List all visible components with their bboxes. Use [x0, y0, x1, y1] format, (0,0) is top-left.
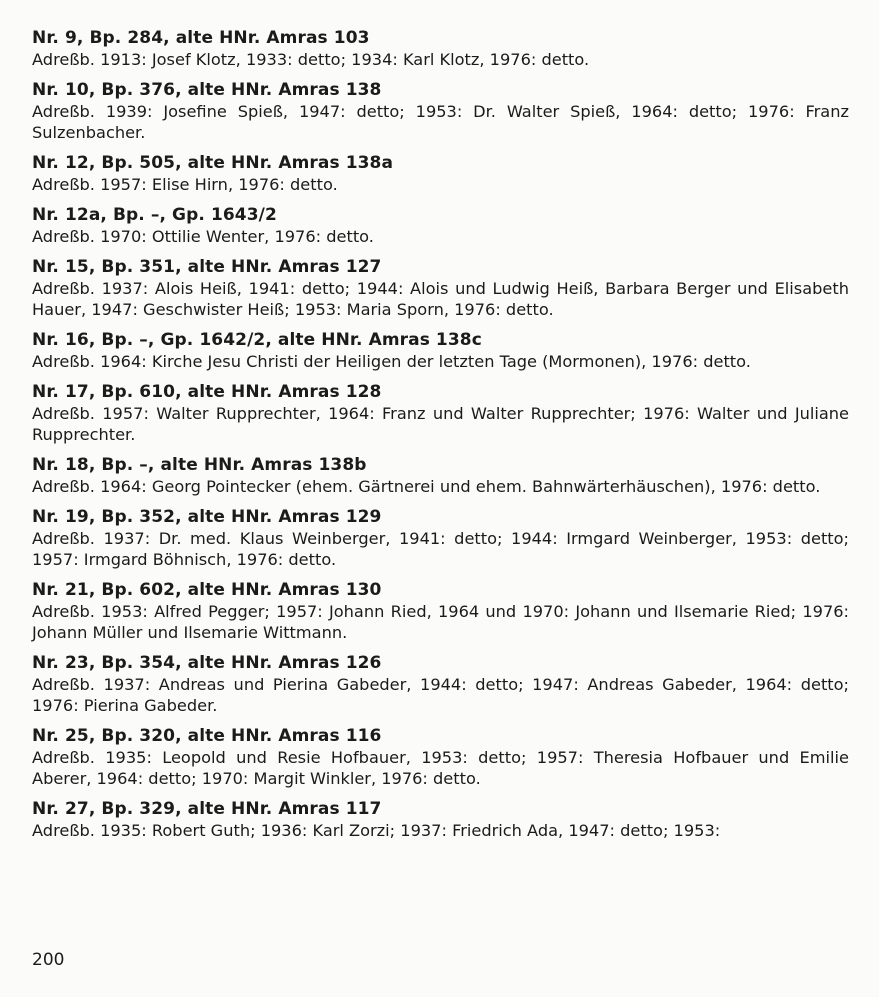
entry-title: Nr. 16, Bp. –, Gp. 1642/2, alte HNr. Amras 138c: [32, 330, 482, 350]
entry-text: Adreßb. 1964: Georg Pointecker (ehem. Gärtnerei und ehem. Bahnwärterhäuschen), 1976: detto.: [32, 477, 821, 496]
entry-text: Adreßb. 1937: Dr. med. Klaus Weinberger, 1941: detto; 1944: Irmgard Weinberger, 1953: detto; 1957: Irmgard Böhnisch, 1976: detto.: [32, 529, 849, 569]
entry-text: Adreßb. 1957: Elise Hirn, 1976: detto.: [32, 175, 338, 194]
entry-text: Adreßb. 1964: Kirche Jesu Christi der Heiligen der letzten Tage (Mormonen), 1976: detto.: [32, 352, 751, 371]
entry: [32, 507, 849, 570]
entry-text: Adreßb. 1939: Josefine Spieß, 1947: detto; 1953: Dr. Walter Spieß, 1964: detto; 1976: Franz Sulzenbacher.: [32, 102, 849, 142]
entry-title: Nr. 27, Bp. 329, alte HNr. Amras 117: [32, 799, 382, 819]
entry-title: Nr. 17, Bp. 610, alte HNr. Amras 128: [32, 382, 382, 402]
entry: [32, 799, 849, 841]
entry: [32, 726, 849, 789]
entry-text: Adreßb. 1913: Josef Klotz, 1933: detto; 1934: Karl Klotz, 1976: detto.: [32, 50, 590, 69]
page-number: 200: [32, 950, 65, 970]
entry-title: Nr. 19, Bp. 352, alte HNr. Amras 129: [32, 507, 382, 527]
entry: [32, 205, 849, 247]
entry-title: Nr. 12, Bp. 505, alte HNr. Amras 138a: [32, 153, 394, 173]
entry-title: Nr. 21, Bp. 602, alte HNr. Amras 130: [32, 580, 382, 600]
entry-title: Nr. 25, Bp. 320, alte HNr. Amras 116: [32, 726, 382, 746]
entry-title: Nr. 12a, Bp. –, Gp. 1643/2: [32, 205, 277, 225]
entry-title: Nr. 15, Bp. 351, alte HNr. Amras 127: [32, 257, 382, 277]
entry-text: Adreßb. 1937: Andreas und Pierina Gabeder, 1944: detto; 1947: Andreas Gabeder, 1964: detto; 1976: Pierina Gabeder.: [32, 675, 849, 715]
entry-title: Nr. 23, Bp. 354, alte HNr. Amras 126: [32, 653, 382, 673]
entry: [32, 330, 849, 372]
entry: [32, 257, 849, 320]
entry: [32, 455, 849, 497]
entry-text: Adreßb. 1937: Alois Heiß, 1941: detto; 1944: Alois und Ludwig Heiß, Barbara Berger und Elisabeth Hauer, 1947: Geschwister Heiß; 1953: Maria Sporn, 1976: detto.: [32, 279, 849, 319]
entry: [32, 382, 849, 445]
entry-title: Nr. 10, Bp. 376, alte HNr. Amras 138: [32, 80, 382, 100]
entry: [32, 153, 849, 195]
entry-title: Nr. 18, Bp. –, alte HNr. Amras 138b: [32, 455, 367, 475]
entry-text: Adreßb. 1953: Alfred Pegger; 1957: Johann Ried, 1964 und 1970: Johann und Ilsemarie Ried; 1976: Johann Müller und Ilsemarie Wittmann.: [32, 602, 849, 642]
entry-text: Adreßb. 1935: Leopold und Resie Hofbauer, 1953: detto; 1957: Theresia Hofbauer und Emilie Aberer, 1964: detto; 1970: Margit Winkler, 1976: detto.: [32, 748, 849, 788]
entry-text: Adreßb. 1970: Ottilie Wenter, 1976: detto.: [32, 227, 374, 246]
entry: [32, 653, 849, 716]
entry-text: Adreßb. 1957: Walter Rupprechter, 1964: Franz und Walter Rupprechter; 1976: Walter und Juliane Rupprechter.: [32, 404, 849, 444]
entry: [32, 80, 849, 143]
entry-text: Adreßb. 1935: Robert Guth; 1936: Karl Zorzi; 1937: Friedrich Ada, 1947: detto; 1953:: [32, 821, 721, 840]
entry-title: Nr. 9, Bp. 284, alte HNr. Amras 103: [32, 28, 370, 48]
entry: [32, 580, 849, 643]
entries-list: [32, 28, 849, 851]
entry: [32, 28, 849, 70]
